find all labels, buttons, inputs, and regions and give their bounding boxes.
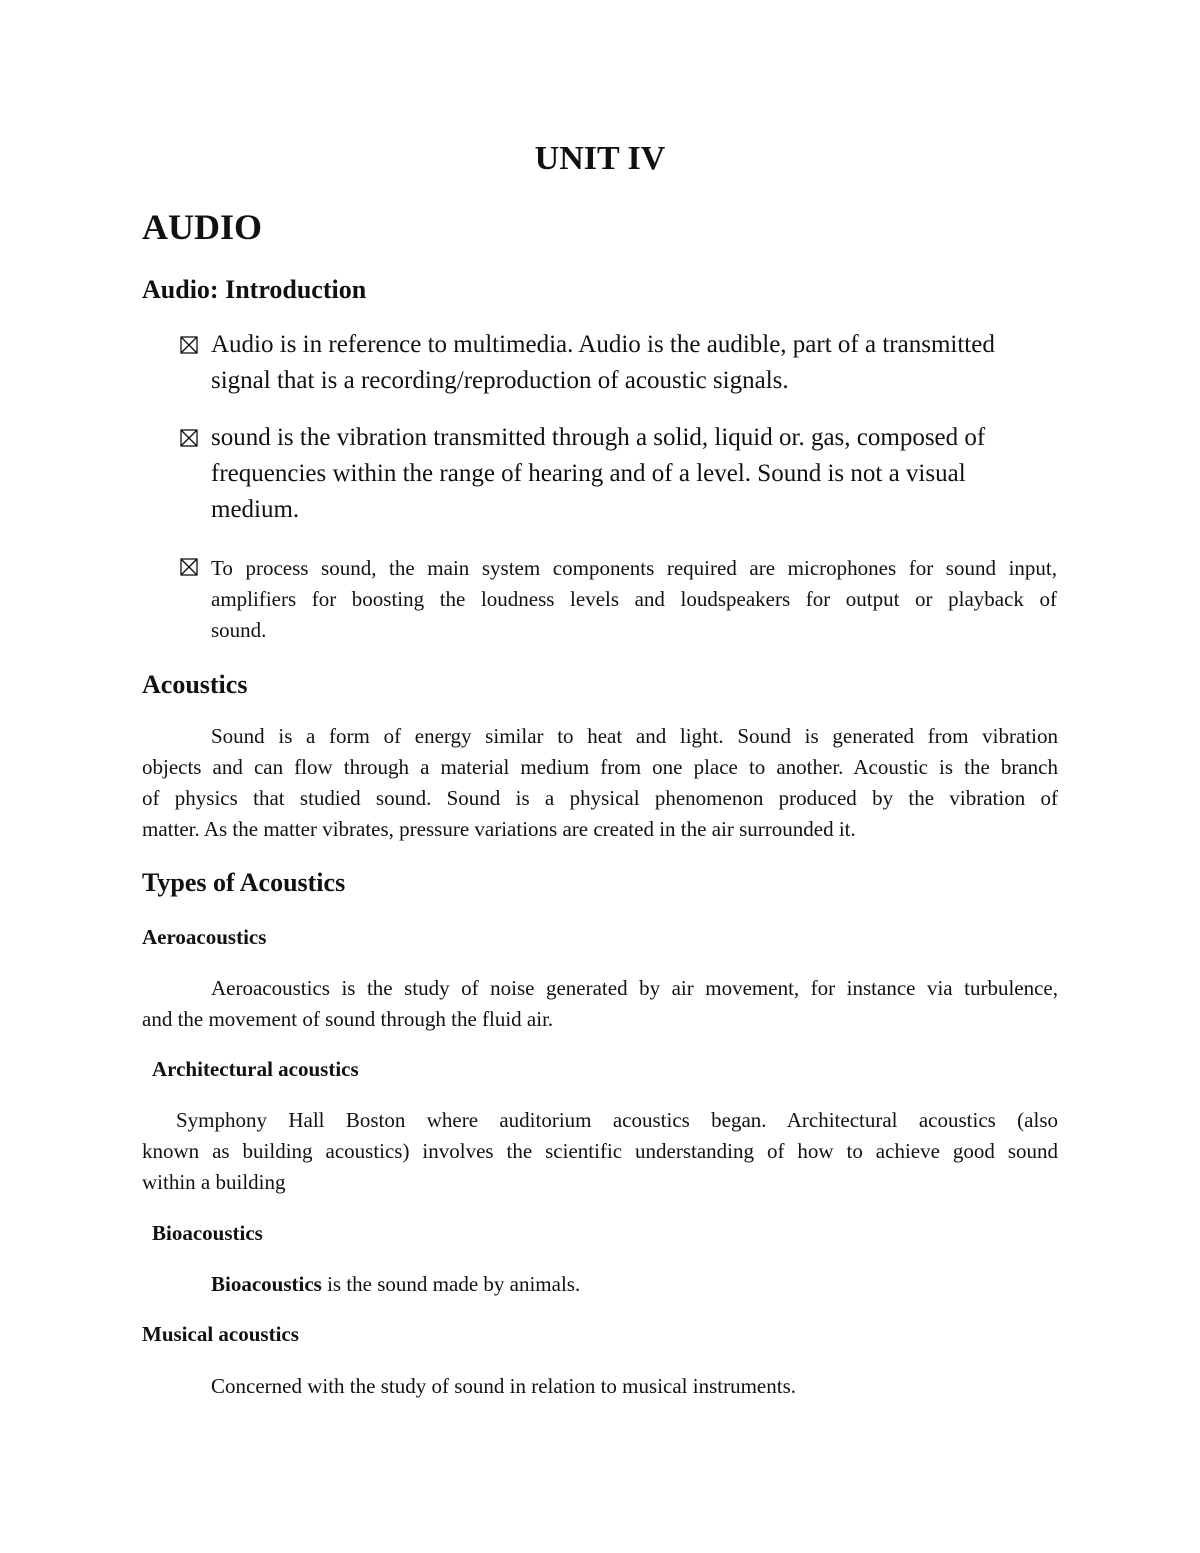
bio-text: is the sound made by animals. — [321, 1272, 581, 1296]
architectural-line-2: known as building acoustics) involves the scientific understanding of how to achieve good sound — [142, 1139, 1058, 1163]
acoustics-heading: Acoustics — [142, 670, 248, 699]
architectural-heading: Architectural acoustics — [152, 1057, 359, 1081]
bullet-1-line-2: signal that is a recording/reproduction of acoustic signals. — [211, 367, 789, 394]
acoustics-line-4: matter. As the matter vibrates, pressure variations are created in the air surrounded it. — [142, 817, 856, 841]
acoustics-line-1: Sound is a form of energy similar to heat and light. Sound is generated from vibration — [211, 724, 1058, 748]
types-heading: Types of Acoustics — [142, 868, 346, 897]
acoustics-line-2: objects and can flow through a material medium from one place to another. Acoustic is the branch — [142, 755, 1058, 779]
bullet-1-line-1: Audio is in reference to multimedia. Audio is the audible, part of a transmitted — [211, 331, 995, 358]
bullet-3-line-1: To process sound, the main system components required are microphones for sound input, — [211, 556, 1057, 580]
bullet-2-line-3: medium. — [211, 496, 300, 523]
bullet-3-line-3: sound. — [211, 618, 267, 642]
aero-line-2: and the movement of sound through the fluid air. — [142, 1007, 554, 1031]
aero-heading: Aeroacoustics — [142, 925, 267, 949]
intro-heading: Audio: Introduction — [142, 275, 367, 304]
checkbox-x-icon — [180, 336, 198, 354]
aero-line-1: Aeroacoustics is the study of noise generated by air movement, for instance via turbulence, — [211, 976, 1058, 1000]
bio-paragraph — [211, 1272, 580, 1297]
musical-text: Concerned with the study of sound in relation to musical instruments. — [211, 1374, 796, 1398]
unit-title: UNIT IV — [534, 140, 666, 177]
architectural-line-1: Symphony Hall Boston where auditorium acoustics began. Architectural acoustics (also — [176, 1108, 1058, 1132]
musical-heading: Musical acoustics — [142, 1322, 299, 1346]
bullet-2-line-2: frequencies within the range of hearing and of a level. Sound is not a visual — [211, 460, 966, 487]
checkbox-x-icon — [180, 429, 198, 447]
bullet-2-line-1: sound is the vibration transmitted through a solid, liquid or. gas, composed of — [211, 424, 986, 451]
main-title: AUDIO — [142, 207, 263, 247]
bio-heading: Bioacoustics — [152, 1221, 263, 1245]
architectural-line-3: within a building — [142, 1170, 286, 1194]
bullet-3-line-2: amplifiers for boosting the loudness levels and loudspeakers for output or playback of — [211, 587, 1057, 611]
acoustics-line-3: of physics that studied sound. Sound is a physical phenomenon produced by the vibration of — [142, 786, 1058, 810]
checkbox-x-icon — [180, 558, 198, 576]
bio-term: Bioacoustics — [211, 1272, 322, 1296]
